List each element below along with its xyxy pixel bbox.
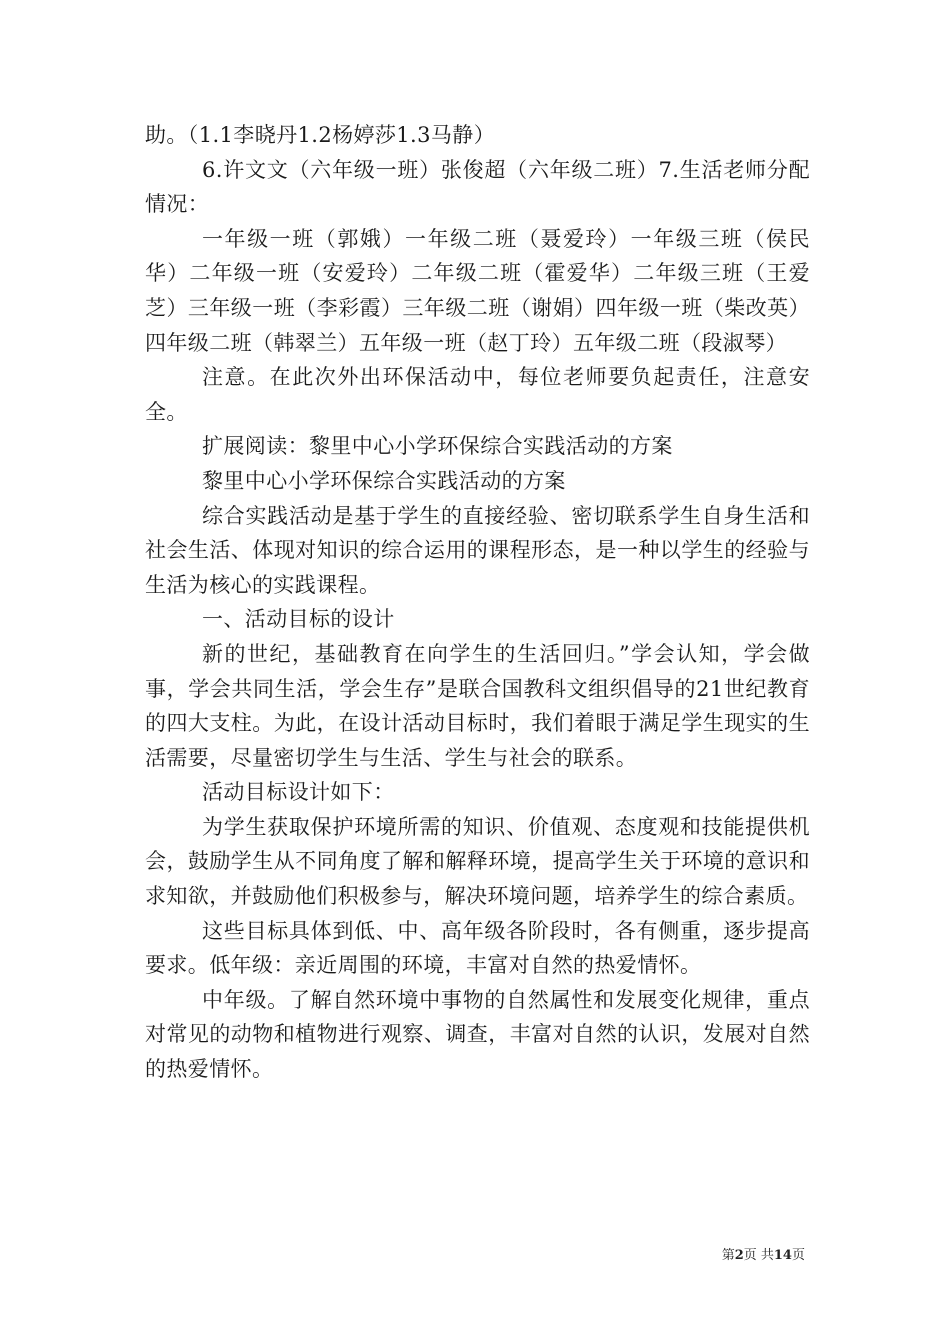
current-page-number: 2	[734, 1248, 744, 1263]
paragraph-5: 扩展阅读：黎里中心小学环保综合实践活动的方案	[202, 434, 673, 459]
paragraph-9: 新的世纪，基础教育在向学生的生活回归。”学会认知，学会做事，学会共同生活，学会生存”是联合国教科文组织倡导的21世纪教育的四大支柱。为此，在设计活动目标时，我们着眼于满足学生现实的生活需要，尽量密切学生与生活、学生与社会的联系。	[145, 641, 810, 770]
paragraph-2: 6.许文文（六年级一班）张俊超（六年级二班）7.生活老师分配情况：	[145, 157, 810, 217]
document-body	[145, 118, 810, 1087]
paragraph-10: 活动目标设计如下：	[202, 780, 395, 805]
paragraph-4: 注意。在此次外出环保活动中，每位老师要负起责任，注意安全。	[145, 365, 810, 424]
paragraph-1: 助。（1.1李晓丹1.2杨婷莎1.3马静）	[145, 123, 496, 147]
total-page-number: 14	[773, 1248, 792, 1263]
paragraph-12: 这些目标具体到低、中、高年级各阶段时，各有侧重，逐步提高要求。低年级：亲近周围的环境，丰富对自然的热爱情怀。	[145, 918, 810, 978]
paragraph-11: 为学生获取保护环境所需的知识、价值观、态度观和技能提供机会，鼓励学生从不同角度了解和解释环境，提高学生关于环境的意识和求知欲，并鼓励他们积极参与，解决环境问题，培养学生的综合素质。	[145, 814, 810, 909]
footer-suffix: 页	[791, 1248, 805, 1263]
paragraph-6: 黎里中心小学环保综合实践活动的方案	[202, 468, 566, 493]
page-number-footer	[722, 1248, 805, 1264]
paragraph-3: 一年级一班（郭娥）一年级二班（聂爱玲）一年级三班（侯民华）二年级一班（安爱玲）二年级二班（霍爱华）二年级三班（王爱芝）三年级一班（李彩霞）三年级二班（谢娟）四年级一班（柴改英）四年级二班（韩翠兰）五年级一班（赵丁玲）五年级二班（段淑琴）	[145, 226, 810, 355]
section-heading: 一、活动目标的设计	[202, 607, 395, 632]
footer-prefix: 第	[721, 1248, 735, 1263]
paragraph-13: 中年级。了解自然环境中事物的自然属性和发展变化规律，重点对常见的动物和植物进行观察、调查，丰富对自然的认识，发展对自然的热爱情怀。	[145, 987, 810, 1082]
footer-middle: 页 共	[743, 1248, 774, 1263]
paragraph-7: 综合实践活动是基于学生的直接经验、密切联系学生自身生活和社会生活、体现对知识的综合运用的课程形态，是一种以学生的经验与生活为核心的实践课程。	[145, 503, 810, 597]
